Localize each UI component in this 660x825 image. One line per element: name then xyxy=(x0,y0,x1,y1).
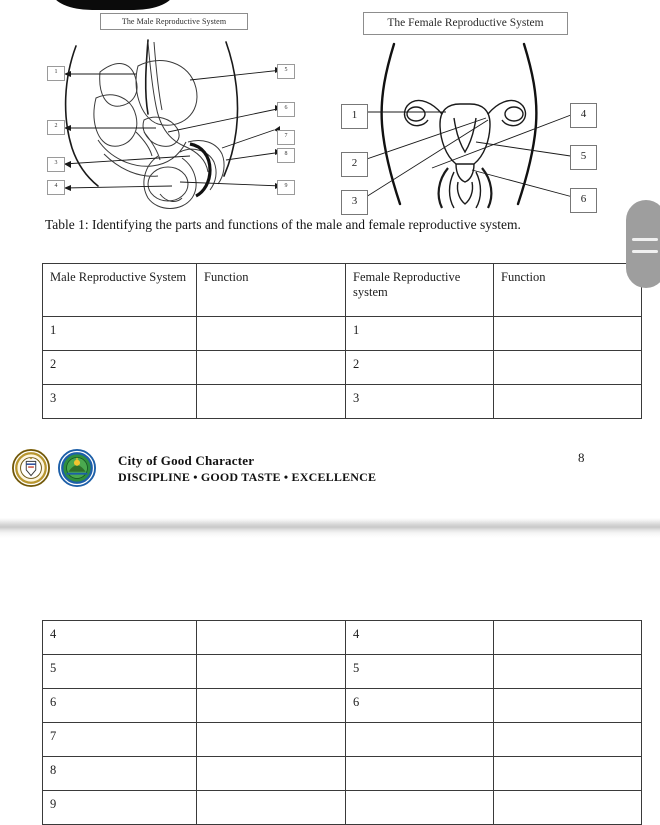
cell-female-function[interactable] xyxy=(494,317,642,351)
table-row xyxy=(43,621,642,655)
female-label-box-6: 6 xyxy=(570,188,597,213)
cell-male-number[interactable]: 7 xyxy=(43,723,197,757)
cell-female-number[interactable]: 2 xyxy=(346,351,494,385)
cell-male-function[interactable] xyxy=(197,385,346,419)
cell-male-function[interactable] xyxy=(197,791,346,825)
female-diagram-title: The Female Reproductive System xyxy=(363,12,568,35)
page-separator xyxy=(0,518,660,538)
handle-line-icon xyxy=(632,238,658,241)
cell-male-number[interactable]: 4 xyxy=(43,621,197,655)
cell-female-function[interactable] xyxy=(494,351,642,385)
female-label-box-3: 3 xyxy=(341,190,368,215)
page-footer xyxy=(0,445,660,500)
male-label-box-1: 1 xyxy=(47,66,65,81)
handle-line-icon xyxy=(632,250,658,253)
male-label-box-9: 9 xyxy=(277,180,295,195)
table-row xyxy=(43,317,642,351)
footer-slogan xyxy=(118,453,376,485)
column-header-function-male: Function xyxy=(197,264,346,317)
male-label-box-6: 6 xyxy=(277,102,295,117)
column-header-female-system: Female Reproductive system xyxy=(346,264,494,317)
column-header-function-female: Function xyxy=(494,264,642,317)
cell-male-number[interactable]: 3 xyxy=(43,385,197,419)
footer-line-2: DISCIPLINE • GOOD TASTE • EXCELLENCE xyxy=(118,470,377,484)
male-label-box-7: 7 xyxy=(277,130,295,145)
page-number: 8 xyxy=(578,450,585,465)
cell-female-function[interactable] xyxy=(494,689,642,723)
male-reproductive-system-diagram xyxy=(40,36,305,211)
table-header-row xyxy=(43,264,642,317)
side-drag-handle[interactable] xyxy=(626,200,660,288)
female-reproductive-system-diagram xyxy=(336,40,606,210)
cell-female-number[interactable]: 5 xyxy=(346,655,494,689)
table-row xyxy=(43,791,642,825)
city-seal-green-icon xyxy=(58,449,96,487)
female-label-box-5: 5 xyxy=(570,145,597,170)
cell-male-number[interactable]: 2 xyxy=(43,351,197,385)
table-row xyxy=(43,723,642,757)
table-row xyxy=(43,385,642,419)
cell-male-function[interactable] xyxy=(197,689,346,723)
cell-male-function[interactable] xyxy=(197,351,346,385)
cell-male-number[interactable]: 6 xyxy=(43,689,197,723)
cell-female-number[interactable]: 4 xyxy=(346,621,494,655)
cell-female-function[interactable] xyxy=(494,621,642,655)
cell-female-number[interactable] xyxy=(346,757,494,791)
cell-female-number[interactable] xyxy=(346,723,494,757)
parts-and-functions-table xyxy=(42,263,642,419)
cell-male-number[interactable]: 5 xyxy=(43,655,197,689)
male-diagram-title: The Male Reproductive System xyxy=(100,13,248,30)
female-label-box-1: 1 xyxy=(341,104,368,129)
cell-male-number[interactable]: 1 xyxy=(43,317,197,351)
male-label-box-3: 3 xyxy=(47,157,65,172)
table-row xyxy=(43,351,642,385)
cell-female-number[interactable]: 6 xyxy=(346,689,494,723)
female-label-box-2: 2 xyxy=(341,152,368,177)
female-label-box-4: 4 xyxy=(570,103,597,128)
table-row xyxy=(43,757,642,791)
cell-male-function[interactable] xyxy=(197,655,346,689)
cell-male-function[interactable] xyxy=(197,317,346,351)
male-label-box-5: 5 xyxy=(277,64,295,79)
city-seal-gold-icon xyxy=(12,449,50,487)
cell-male-function[interactable] xyxy=(197,723,346,757)
male-label-box-2: 2 xyxy=(47,120,65,135)
male-label-box-8: 8 xyxy=(277,148,295,163)
cell-female-function[interactable] xyxy=(494,385,642,419)
cell-female-function[interactable] xyxy=(494,757,642,791)
cell-female-function[interactable] xyxy=(494,655,642,689)
cell-female-number[interactable]: 3 xyxy=(346,385,494,419)
parts-and-functions-table-continued xyxy=(42,620,642,825)
footer-line-1: City of Good Character xyxy=(118,453,255,468)
cell-female-number[interactable] xyxy=(346,791,494,825)
table-caption: Table 1: Identifying the parts and functions of the male and female reproductive system. xyxy=(45,217,521,232)
table-row xyxy=(43,655,642,689)
cell-male-function[interactable] xyxy=(197,757,346,791)
cell-male-number[interactable]: 8 xyxy=(43,757,197,791)
cell-male-function[interactable] xyxy=(197,621,346,655)
table-row xyxy=(43,689,642,723)
column-header-male-system: Male Reproductive System xyxy=(43,264,197,317)
cell-female-function[interactable] xyxy=(494,791,642,825)
cell-female-function[interactable] xyxy=(494,723,642,757)
cell-male-number[interactable]: 9 xyxy=(43,791,197,825)
cell-female-number[interactable]: 1 xyxy=(346,317,494,351)
male-label-box-4: 4 xyxy=(47,180,65,195)
